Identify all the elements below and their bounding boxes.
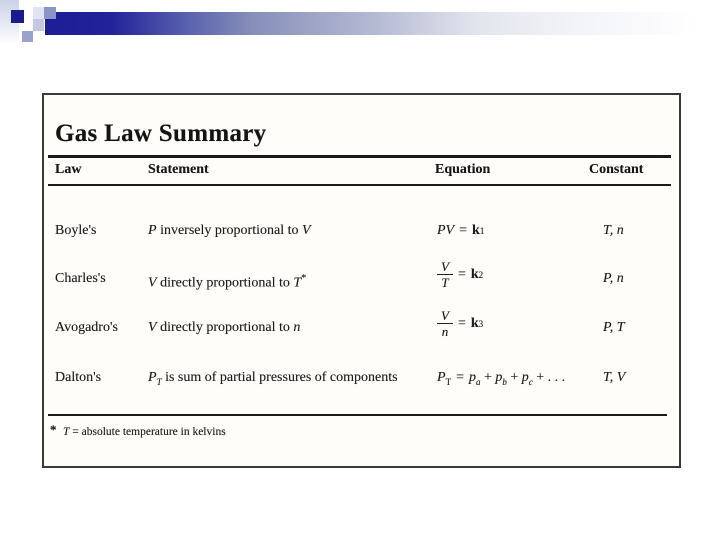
footnote-marker: * <box>50 422 57 437</box>
constant-symbol: k <box>470 266 479 282</box>
constant-cell: T, n <box>603 223 624 238</box>
subscript: 2 <box>478 269 484 280</box>
variable: T <box>63 426 70 438</box>
column-header-constant: Constant <box>589 162 644 177</box>
deco-square-small <box>22 31 33 42</box>
equation-cell <box>437 369 565 391</box>
gradient-bar <box>45 12 700 35</box>
equation-cell <box>437 308 483 339</box>
variable: p <box>468 370 476 385</box>
column-header-law: Law <box>55 162 82 177</box>
equals-sign: = <box>456 370 464 385</box>
column-header-equation: Equation <box>435 162 491 177</box>
equation-cell <box>437 259 483 290</box>
numerator: V <box>441 259 449 274</box>
subscript: b <box>502 376 507 387</box>
subscript: c <box>528 376 533 387</box>
scanned-table <box>42 93 681 468</box>
subscript: a <box>475 376 481 387</box>
statement-text: is sum of partial pressures of components <box>161 370 398 385</box>
equals-sign: = <box>457 266 466 282</box>
statement-cell <box>148 319 300 337</box>
statement-cell <box>148 270 306 293</box>
subscript: 1 <box>479 226 485 236</box>
statement-text: directly proportional to <box>156 275 294 291</box>
statement-text: inversely proportional to <box>156 223 302 238</box>
denominator: T <box>437 274 453 290</box>
equals-sign: = <box>457 315 466 331</box>
plus-sign: + <box>483 370 492 385</box>
deco-square-light <box>33 19 44 31</box>
deco-square-navy <box>11 10 24 23</box>
deco-square-mid <box>44 7 56 19</box>
variable: p <box>495 370 503 385</box>
variable: p <box>521 370 529 385</box>
constant-cell: T, V <box>603 370 626 385</box>
subscript: T <box>156 376 162 387</box>
variable: T <box>293 275 302 291</box>
law-cell: Dalton's <box>55 370 102 385</box>
statement-cell <box>148 222 311 240</box>
variable: n <box>293 320 301 335</box>
footnote-rest: = absolute temperature in kelvins <box>69 426 226 438</box>
subscript: T <box>445 376 452 387</box>
law-cell: Boyle's <box>55 223 97 238</box>
slide-header-decoration <box>0 0 720 50</box>
constant-symbol: k <box>470 315 479 331</box>
header-divider <box>48 184 671 186</box>
footnote-divider <box>48 414 667 416</box>
variable: P <box>148 223 157 238</box>
equals-sign: = <box>459 223 468 238</box>
law-cell: Charles's <box>55 271 106 286</box>
constant-cell: P, n <box>603 271 624 286</box>
constant-symbol: k <box>472 223 480 238</box>
column-header-statement: Statement <box>148 162 209 177</box>
equation-cell <box>437 222 484 240</box>
deco-square-pale <box>33 7 44 19</box>
numerator: V <box>441 308 449 323</box>
variable: V <box>301 223 311 238</box>
subscript: 3 <box>478 318 484 329</box>
fraction <box>437 259 453 290</box>
variable: P <box>148 370 157 385</box>
constant-cell: P, T <box>603 320 625 335</box>
variable: V <box>148 275 157 291</box>
equation-lhs: PV <box>437 223 455 238</box>
denominator: n <box>437 323 453 339</box>
plus-sign: + <box>510 370 519 385</box>
variable: P <box>437 370 446 385</box>
table-title: Gas Law Summary <box>55 120 267 147</box>
title-divider <box>48 155 671 158</box>
footnote-marker: * <box>301 273 307 284</box>
footnote-text <box>63 426 226 438</box>
ellipsis: + . . . <box>536 370 566 385</box>
statement-cell <box>148 369 398 391</box>
variable: V <box>148 320 157 335</box>
fraction <box>437 308 453 339</box>
statement-text: directly proportional to <box>156 320 294 335</box>
law-cell: Avogadro's <box>55 320 118 335</box>
